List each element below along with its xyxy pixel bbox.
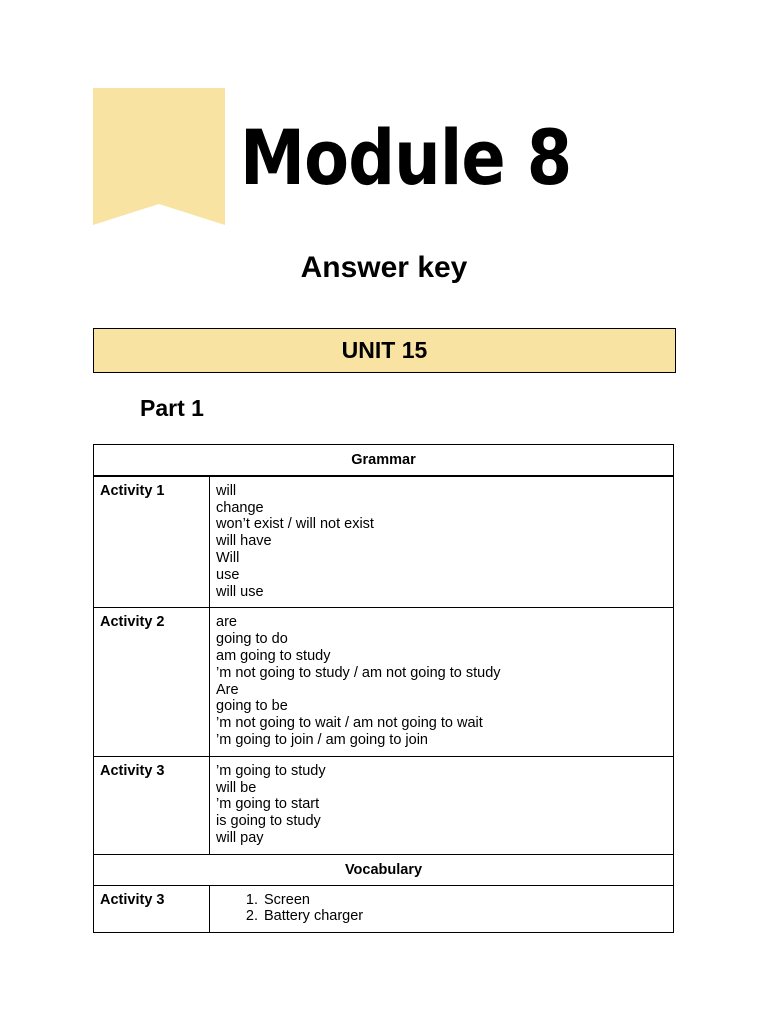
list-item: 1. Screen: [262, 892, 667, 909]
unit-heading: [93, 328, 676, 373]
answer-line: ’m going to start: [216, 796, 320, 813]
answer-line: will pay: [216, 829, 264, 846]
answer-line: will: [216, 482, 237, 499]
unit-title: UNIT 15: [341, 337, 428, 363]
answer-line: ’m not going to study / am not going to study: [216, 664, 501, 681]
answers-cell: [210, 608, 674, 756]
answers-cell: [210, 476, 674, 608]
part-title: Part 1: [140, 395, 204, 421]
banner-shape: [93, 88, 225, 225]
answer-line: won’t exist / will not exist: [216, 516, 374, 533]
answer-line: going to be: [216, 698, 288, 715]
answer-line: ’m not going to wait / am not going to wait: [216, 715, 483, 732]
list-item: 2. Battery charger: [262, 908, 667, 925]
answer-line: will use: [216, 583, 264, 600]
answer-line: going to do: [216, 631, 288, 648]
answer-line: Are: [216, 681, 239, 698]
vocabulary-heading: Vocabulary: [94, 854, 674, 885]
grammar-heading: Grammar: [94, 445, 674, 476]
answer-line: is going to study: [216, 813, 321, 830]
table-row: [94, 476, 674, 608]
answers-cell: [210, 885, 674, 933]
answer-line: use: [216, 566, 240, 583]
answer-line: am going to study: [216, 647, 331, 664]
answer-table: [93, 444, 674, 933]
module-banner: [93, 88, 225, 225]
page-subtitle: Answer key: [300, 251, 468, 284]
answers-cell: [210, 756, 674, 854]
table-row: [94, 756, 674, 854]
vocabulary-heading-row: [94, 854, 674, 885]
answer-line: will have: [216, 533, 272, 550]
module-title: Module 8: [240, 113, 572, 202]
answer-line: ’m going to join / am going to join: [216, 731, 428, 748]
activity-label: Activity 1: [94, 476, 210, 608]
answer-line: Will: [216, 549, 240, 566]
answer-line: are: [216, 614, 237, 631]
answer-line: change: [216, 499, 264, 516]
activity-label: Activity 3: [94, 885, 210, 933]
answer-line: will be: [216, 779, 257, 796]
table-row: [94, 608, 674, 756]
vocabulary-list: [216, 892, 667, 926]
activity-label: Activity 2: [94, 608, 210, 756]
table-row: [94, 885, 674, 933]
answer-line: ’m going to study: [216, 762, 326, 779]
grammar-heading-row: [94, 445, 674, 476]
activity-label: Activity 3: [94, 756, 210, 854]
